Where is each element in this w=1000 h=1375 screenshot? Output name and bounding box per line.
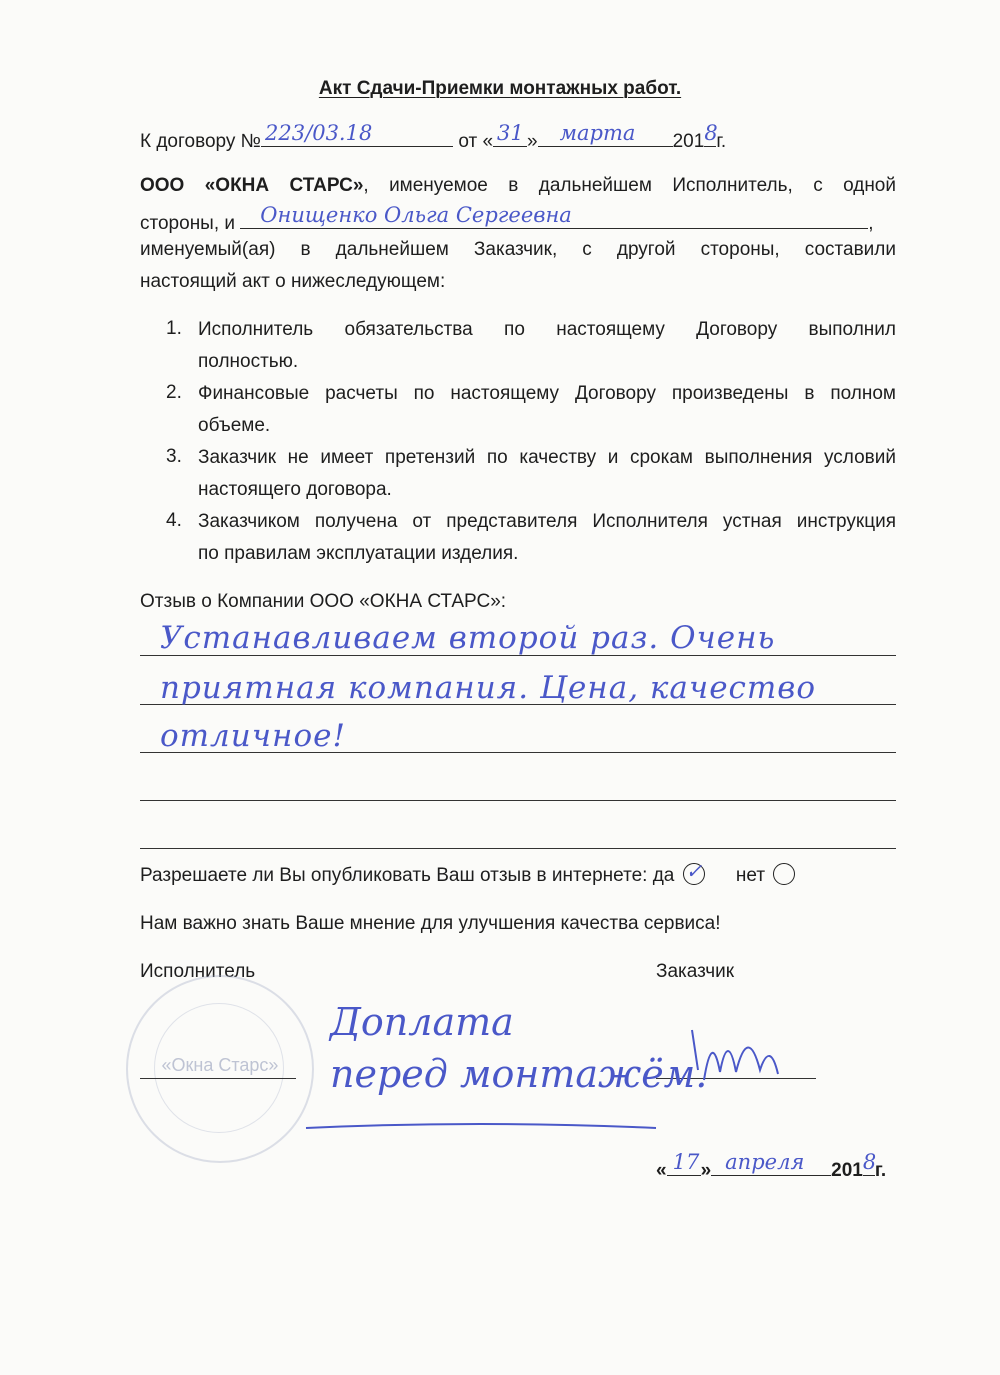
contract-month-field: марта [538, 124, 673, 147]
document-page: Акт Сдачи-Приемки монтажных работ. К договору № 223/03.18 от « 31 » марта 201 8 г. ООО «ОКНА СТАРС», именуемое в дальнейшем Исполнитель, с одной стороны, и Онищенко Ольга Сергеевна , именуемый(ая) в дальнейшем Заказчик, с другой стороны, составили настоящий акт о нижеследующем: 1. Исполнитель обязательства по настоящему Договору выполнил полностью. 2. Финансовые расчеты по настоящему Договору произведены в полном объеме. 3. Заказчик не имеет претензий по качеству и срокам выполнения условий настоящего договора. 4. Заказчиком получена от представителя Исполнителя устная инструкция по правилам эксплуатации изделия. Отзыв о Компании ООО «ОКНА СТАРС»: Устанавливаем второй раз. Очень приятная компания. Цена, качество отличное! Разрешаете ли Вы опубликовать Ваш отзыв в интернете: да ✓ нет Нам важно знать Ваше мнение для улучшения качества сервиса! Исполнитель Заказчик «Окна Старс» Доплата перед монтажём. « 17 » апреля 201 8 г. [0, 0, 1000, 1375]
check-mark-icon: ✓ [685, 859, 703, 883]
review-handwritten-1: Устанавливаем второй раз. Очень [160, 620, 776, 656]
review-handwritten-3: отличное! [160, 718, 346, 754]
company-stamp: «Окна Старс» [126, 975, 314, 1163]
intro-line-1: ООО «ОКНА СТАРС», именуемое в дальнейшем Исполнитель, с одной [140, 175, 896, 196]
contract-number-field [261, 121, 453, 147]
document-title: Акт Сдачи-Приемки монтажных работ. [318, 78, 682, 99]
review-label: Отзыв о Компании ООО «ОКНА СТАРС»: [140, 591, 507, 612]
publish-no-checkbox[interactable] [773, 863, 795, 885]
intro-line-2: стороны, и Онищенко Ольга Сергеевна , [140, 203, 874, 234]
contract-line: К договору № 223/03.18 от « 31 » марта 201 8 г. [140, 121, 727, 152]
publish-yes-checkbox[interactable] [683, 859, 705, 885]
contract-number-handwritten: 223/03.18 [265, 121, 373, 145]
handwritten-note-2: перед монтажём. [330, 1052, 708, 1096]
review-handwritten-2: приятная компания. Цена, качество [160, 670, 816, 706]
customer-name-handwritten: Онищенко Ольга Сергеевна [260, 203, 572, 227]
review-line-5 [140, 848, 896, 849]
publish-question-row: Разрешаете ли Вы опубликовать Ваш отзыв в интернете: да ✓ нет [140, 863, 795, 888]
contract-year-field: 8 [704, 121, 718, 145]
handwritten-note-1: Доплата [330, 1000, 514, 1044]
intro-line-3: именуемый(ая) в дальнейшем Заказчик, с другой стороны, составили [140, 239, 896, 260]
signature-scribble [300, 1010, 790, 1140]
signature-date: « 17 » апреля 201 8 г. [656, 1150, 887, 1181]
contract-day-field: 31 [493, 124, 527, 147]
customer-label: Заказчик [656, 961, 735, 982]
customer-name-field [240, 203, 868, 229]
intro-line-4: настоящий акт о нижеследующем: [140, 271, 446, 292]
executor-label: Исполнитель [140, 961, 256, 982]
executor-signature-line [140, 1078, 296, 1079]
opinion-text: Нам важно знать Ваше мнение для улучшения качества сервиса! [140, 913, 721, 934]
review-line-4 [140, 800, 896, 801]
